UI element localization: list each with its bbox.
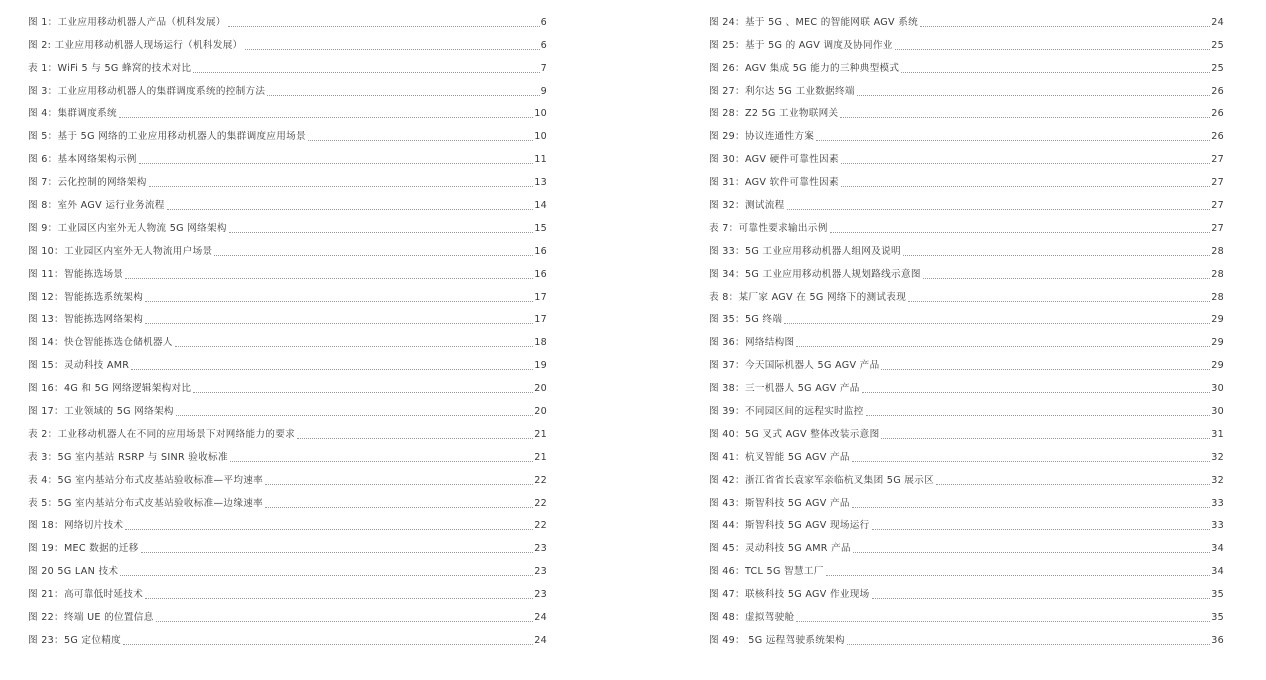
toc-entry[interactable] bbox=[28, 304, 547, 327]
toc-entry[interactable] bbox=[709, 143, 1224, 166]
toc-dot-leader bbox=[841, 186, 1210, 187]
toc-entry[interactable] bbox=[709, 52, 1224, 75]
toc-entry[interactable] bbox=[28, 532, 547, 555]
toc-dot-leader bbox=[826, 575, 1211, 576]
toc-dot-leader bbox=[787, 209, 1211, 210]
toc-entry[interactable] bbox=[709, 120, 1224, 143]
toc-entry-title: 图 22：终端 UE 的位置信息 bbox=[28, 612, 154, 624]
toc-entry-title: 图 15：灵动科技 AMR bbox=[28, 360, 130, 372]
toc-entry-page-number: 34 bbox=[1211, 543, 1224, 555]
toc-entry-page-number: 16 bbox=[534, 245, 547, 257]
toc-entry-title: 图 46：TCL 5G 智慧工厂 bbox=[709, 566, 824, 578]
toc-entry-page-number: 10 bbox=[534, 131, 547, 143]
toc-entry-title: 表 7：可靠性要求输出示例 bbox=[709, 222, 828, 234]
toc-entry[interactable] bbox=[709, 258, 1224, 281]
toc-dot-leader bbox=[796, 621, 1210, 622]
toc-entry-page-number: 10 bbox=[534, 108, 547, 120]
toc-entry[interactable] bbox=[28, 52, 547, 75]
toc-column-left bbox=[28, 6, 547, 647]
toc-entry-page-number: 7 bbox=[540, 62, 547, 74]
toc-entry[interactable] bbox=[709, 532, 1224, 555]
toc-entry[interactable] bbox=[28, 166, 547, 189]
toc-entry[interactable] bbox=[28, 578, 547, 601]
toc-entry[interactable] bbox=[709, 624, 1224, 647]
toc-entry[interactable] bbox=[28, 6, 547, 29]
toc-dot-leader bbox=[308, 140, 533, 141]
toc-entry-page-number: 35 bbox=[1211, 612, 1224, 624]
toc-entry[interactable] bbox=[709, 98, 1224, 121]
toc-entry[interactable] bbox=[709, 395, 1224, 418]
toc-dot-leader bbox=[796, 346, 1210, 347]
toc-entry-page-number: 26 bbox=[1211, 85, 1224, 97]
toc-dot-leader bbox=[141, 552, 533, 553]
toc-entry-title: 图 12：智能拣选系统架构 bbox=[28, 291, 144, 303]
toc-entry-title: 表 2：工业移动机器人在不同的应用场景下对网络能力的要求 bbox=[28, 428, 295, 440]
toc-entry-title: 图 10：工业园区内室外无人物流用户场景 bbox=[28, 245, 213, 257]
toc-entry[interactable] bbox=[709, 601, 1224, 624]
toc-entry-page-number: 32 bbox=[1211, 451, 1224, 463]
toc-entry-title: 图 9：工业园区内室外无人物流 5G 网络架构 bbox=[28, 222, 227, 234]
toc-dot-leader bbox=[784, 323, 1210, 324]
toc-entry[interactable] bbox=[28, 441, 547, 464]
toc-entry-title: 图 8：室外 AGV 运行业务流程 bbox=[28, 200, 165, 212]
toc-entry[interactable] bbox=[28, 555, 547, 578]
toc-entry-page-number: 31 bbox=[1211, 428, 1224, 440]
toc-dot-leader bbox=[228, 26, 540, 27]
toc-dot-leader bbox=[857, 95, 1210, 96]
toc-dot-leader bbox=[145, 323, 533, 324]
toc-dot-leader bbox=[847, 644, 1210, 645]
toc-dot-leader bbox=[156, 621, 534, 622]
toc-entry-title: 图 47：联核科技 5G AGV 作业现场 bbox=[709, 589, 870, 601]
toc-entry[interactable] bbox=[28, 143, 547, 166]
toc-entry-title: 图 18：网络切片技术 bbox=[28, 520, 124, 532]
toc-entry-page-number: 20 bbox=[534, 383, 547, 395]
toc-entry-title: 图 36：网络结构图 bbox=[709, 337, 795, 349]
toc-entry[interactable] bbox=[709, 304, 1224, 327]
toc-dot-leader bbox=[193, 392, 533, 393]
toc-dot-leader bbox=[936, 484, 1210, 485]
toc-dot-leader bbox=[881, 438, 1210, 439]
toc-entry[interactable] bbox=[709, 418, 1224, 441]
toc-dot-leader bbox=[245, 49, 540, 50]
toc-entry-page-number: 33 bbox=[1211, 497, 1224, 509]
toc-entry-title: 图 6：基本网络架构示例 bbox=[28, 154, 137, 166]
toc-entry[interactable] bbox=[28, 326, 547, 349]
toc-entry-title: 图 25：基于 5G 的 AGV 调度及协同作业 bbox=[709, 39, 893, 51]
toc-dot-leader bbox=[265, 484, 533, 485]
toc-entry-title: 图 32：测试流程 bbox=[709, 200, 785, 212]
toc-entry[interactable] bbox=[28, 487, 547, 510]
toc-entry-title: 图 48：虚拟驾驶舱 bbox=[709, 612, 795, 624]
toc-entry[interactable] bbox=[709, 6, 1224, 29]
toc-entry[interactable] bbox=[709, 281, 1224, 304]
toc-entry-page-number: 24 bbox=[1211, 16, 1224, 28]
toc-dot-leader bbox=[920, 26, 1210, 27]
toc-entry-title: 图 44：斯智科技 5G AGV 现场运行 bbox=[709, 520, 870, 532]
toc-entry-title: 表 1：WiFi 5 与 5G 蜂窝的技术对比 bbox=[28, 62, 192, 74]
toc-entry-page-number: 34 bbox=[1211, 566, 1224, 578]
toc-entry-title: 图 34：5G 工业应用移动机器人规划路线示意图 bbox=[709, 268, 921, 280]
toc-entry-page-number: 32 bbox=[1211, 474, 1224, 486]
toc-entry-page-number: 14 bbox=[534, 200, 547, 212]
toc-entry-page-number: 27 bbox=[1211, 177, 1224, 189]
toc-dot-leader bbox=[193, 72, 539, 73]
toc-entry[interactable] bbox=[709, 349, 1224, 372]
toc-entry-page-number: 22 bbox=[534, 520, 547, 532]
toc-entry[interactable] bbox=[709, 326, 1224, 349]
toc-entry[interactable] bbox=[28, 258, 547, 281]
toc-entry[interactable] bbox=[709, 189, 1224, 212]
toc-entry-page-number: 36 bbox=[1211, 634, 1224, 646]
toc-entry-title: 图 49： 5G 远程驾驶系统架构 bbox=[709, 634, 845, 646]
toc-entry[interactable] bbox=[28, 624, 547, 647]
toc-dot-leader bbox=[175, 346, 533, 347]
toc-dot-leader bbox=[872, 598, 1211, 599]
toc-entry[interactable] bbox=[28, 464, 547, 487]
toc-entry[interactable] bbox=[709, 372, 1224, 395]
toc-entry-page-number: 13 bbox=[534, 177, 547, 189]
toc-entry-title: 表 5：5G 室内基站分布式皮基站验收标准—边缘速率 bbox=[28, 497, 264, 509]
toc-entry-page-number: 26 bbox=[1211, 131, 1224, 143]
toc-entry-page-number: 16 bbox=[534, 268, 547, 280]
toc-dot-leader bbox=[872, 529, 1211, 530]
toc-entry-title: 表 8：某厂家 AGV 在 5G 网络下的测试表现 bbox=[709, 291, 907, 303]
toc-dot-leader bbox=[267, 95, 539, 96]
toc-entry-title: 图 26：AGV 集成 5G 能力的三种典型模式 bbox=[709, 62, 900, 74]
toc-dot-leader bbox=[125, 529, 533, 530]
toc-dot-leader bbox=[901, 72, 1210, 73]
toc-entry-page-number: 29 bbox=[1211, 337, 1224, 349]
toc-entry[interactable] bbox=[28, 372, 547, 395]
toc-entry-page-number: 21 bbox=[534, 428, 547, 440]
toc-dot-leader bbox=[841, 163, 1210, 164]
toc-dot-leader bbox=[830, 232, 1211, 233]
toc-entry[interactable] bbox=[709, 487, 1224, 510]
toc-entry-title: 图 13：智能拣选网络架构 bbox=[28, 314, 144, 326]
toc-entry-title: 图 11：智能拣选场景 bbox=[28, 268, 124, 280]
toc-entry-page-number: 22 bbox=[534, 497, 547, 509]
toc-entry[interactable] bbox=[709, 166, 1224, 189]
toc-entry[interactable] bbox=[28, 281, 547, 304]
toc-entry-title: 图 31：AGV 软件可靠性因素 bbox=[709, 177, 839, 189]
toc-entry-title: 图 42：浙江省省长袁家军亲临杭叉集团 5G 展示区 bbox=[709, 474, 934, 486]
toc-entry[interactable] bbox=[28, 29, 547, 52]
toc-entry-page-number: 30 bbox=[1211, 383, 1224, 395]
toc-entry-title: 图 24：基于 5G 、MEC 的智能网联 AGV 系统 bbox=[709, 16, 918, 28]
toc-entry-title: 图 7：云化控制的网络架构 bbox=[28, 177, 147, 189]
toc-entry-page-number: 28 bbox=[1211, 245, 1224, 257]
toc-entry-page-number: 35 bbox=[1211, 589, 1224, 601]
toc-entry-title: 图 17：工业领域的 5G 网络架构 bbox=[28, 406, 174, 418]
toc-entry-title: 图 27：利尔达 5G 工业数据终端 bbox=[709, 85, 855, 97]
toc-entry-title: 表 4：5G 室内基站分布式皮基站验收标准—平均速率 bbox=[28, 474, 264, 486]
toc-entry-title: 图 41：杭叉智能 5G AGV 产品 bbox=[709, 451, 850, 463]
toc-entry-title: 图 3：工业应用移动机器人的集群调度系统的控制方法 bbox=[28, 85, 266, 97]
toc-dot-leader bbox=[895, 49, 1210, 50]
toc-entry[interactable] bbox=[709, 555, 1224, 578]
toc-dot-leader bbox=[881, 369, 1210, 370]
toc-entry[interactable] bbox=[28, 601, 547, 624]
toc-entry-title: 图 45：灵动科技 5G AMR 产品 bbox=[709, 543, 851, 555]
toc-entry-title: 图 33：5G 工业应用移动机器人组网及说明 bbox=[709, 245, 901, 257]
toc-entry[interactable] bbox=[709, 212, 1224, 235]
toc-dot-leader bbox=[230, 461, 533, 462]
toc-dot-leader bbox=[139, 163, 533, 164]
toc-entry-title: 表 3：5G 室内基站 RSRP 与 SINR 验收标准 bbox=[28, 451, 228, 463]
toc-entry-page-number: 6 bbox=[540, 16, 547, 28]
toc-entry[interactable] bbox=[709, 75, 1224, 98]
toc-entry-page-number: 27 bbox=[1211, 222, 1224, 234]
toc-entry-page-number: 23 bbox=[534, 543, 547, 555]
toc-entry-title: 图 35：5G 终端 bbox=[709, 314, 783, 326]
toc-entry-page-number: 22 bbox=[534, 474, 547, 486]
toc-entry-title: 图 43：斯智科技 5G AGV 产品 bbox=[709, 497, 850, 509]
toc-entry-page-number: 20 bbox=[534, 406, 547, 418]
toc-entry-page-number: 24 bbox=[534, 634, 547, 646]
toc-column-right bbox=[709, 6, 1224, 647]
toc-entry-page-number: 17 bbox=[534, 291, 547, 303]
toc-entry-page-number: 25 bbox=[1211, 39, 1224, 51]
toc-entry[interactable] bbox=[28, 98, 547, 121]
toc-entry[interactable] bbox=[709, 510, 1224, 533]
toc-entry-title: 图 40：5G 叉式 AGV 整体改装示意图 bbox=[709, 428, 880, 440]
toc-entry[interactable] bbox=[28, 349, 547, 372]
toc-entry-page-number: 29 bbox=[1211, 314, 1224, 326]
toc-entry[interactable] bbox=[28, 510, 547, 533]
toc-entry-page-number: 28 bbox=[1211, 268, 1224, 280]
toc-entry-page-number: 25 bbox=[1211, 62, 1224, 74]
toc-entry-page-number: 17 bbox=[534, 314, 547, 326]
toc-entry-title: 图 16：4G 和 5G 网络逻辑架构对比 bbox=[28, 383, 192, 395]
toc-entry-title: 图 28：Z2 5G 工业物联网关 bbox=[709, 108, 839, 120]
toc-dot-leader bbox=[265, 507, 533, 508]
toc-entry-title: 图 23：5G 定位精度 bbox=[28, 634, 122, 646]
toc-dot-leader bbox=[908, 301, 1210, 302]
toc-entry-page-number: 19 bbox=[534, 360, 547, 372]
toc-entry-title: 图 39：不同园区间的远程实时监控 bbox=[709, 406, 864, 418]
toc-entry-page-number: 27 bbox=[1211, 154, 1224, 166]
toc-entry-title: 图 20 5G LAN 技术 bbox=[28, 566, 119, 578]
toc-entry-page-number: 21 bbox=[534, 451, 547, 463]
toc-dot-leader bbox=[866, 415, 1211, 416]
toc-dot-leader bbox=[176, 415, 533, 416]
toc-entry[interactable] bbox=[28, 212, 547, 235]
toc-dot-leader bbox=[903, 255, 1210, 256]
toc-entry[interactable] bbox=[28, 235, 547, 258]
toc-dot-leader bbox=[119, 117, 533, 118]
toc-dot-leader bbox=[297, 438, 533, 439]
toc-entry[interactable] bbox=[28, 120, 547, 143]
toc-entry-title: 图 4：集群调度系统 bbox=[28, 108, 117, 120]
toc-dot-leader bbox=[145, 301, 533, 302]
toc-entry-title: 图 21：高可靠低时延技术 bbox=[28, 589, 144, 601]
toc-entry-title: 图 38：三一机器人 5G AGV 产品 bbox=[709, 383, 860, 395]
toc-entry-page-number: 27 bbox=[1211, 200, 1224, 212]
toc-dot-leader bbox=[149, 186, 534, 187]
toc-dot-leader bbox=[145, 598, 533, 599]
toc-entry[interactable] bbox=[709, 235, 1224, 258]
toc-dot-leader bbox=[167, 209, 534, 210]
toc-entry-page-number: 6 bbox=[540, 39, 547, 51]
toc-dot-leader bbox=[123, 644, 533, 645]
toc-dot-leader bbox=[214, 255, 533, 256]
toc-entry-page-number: 30 bbox=[1211, 406, 1224, 418]
toc-entry-page-number: 15 bbox=[534, 222, 547, 234]
toc-dot-leader bbox=[840, 117, 1210, 118]
toc-dot-leader bbox=[862, 392, 1211, 393]
toc-entry-page-number: 18 bbox=[534, 337, 547, 349]
toc-entry-page-number: 29 bbox=[1211, 360, 1224, 372]
toc-dot-leader bbox=[853, 552, 1210, 553]
toc-entry-title: 图 1：工业应用移动机器人产品（机科发展） bbox=[28, 16, 226, 28]
toc-entry-page-number: 28 bbox=[1211, 291, 1224, 303]
toc-entry[interactable] bbox=[28, 418, 547, 441]
toc-entry[interactable] bbox=[709, 29, 1224, 52]
toc-dot-leader bbox=[120, 575, 533, 576]
toc-entry-title: 图 37：今天国际机器人 5G AGV 产品 bbox=[709, 360, 880, 372]
toc-dot-leader bbox=[131, 369, 533, 370]
toc-dot-leader bbox=[229, 232, 533, 233]
toc-entry[interactable] bbox=[709, 441, 1224, 464]
toc-entry[interactable] bbox=[28, 395, 547, 418]
toc-dot-leader bbox=[852, 507, 1210, 508]
toc-entry-title: 图 19：MEC 数据的迁移 bbox=[28, 543, 139, 555]
toc-entry-title: 图 30：AGV 硬件可靠性因素 bbox=[709, 154, 839, 166]
toc-entry[interactable] bbox=[28, 75, 547, 98]
toc-entry-title: 图 5：基于 5G 网络的工业应用移动机器人的集群调度应用场景 bbox=[28, 131, 306, 143]
toc-entry-page-number: 23 bbox=[534, 589, 547, 601]
toc-entry-title: 图 2: 工业应用移动机器人现场运行（机科发展） bbox=[28, 39, 243, 51]
toc-entry-page-number: 11 bbox=[534, 154, 547, 166]
toc-entry-page-number: 23 bbox=[534, 566, 547, 578]
toc-entry-page-number: 9 bbox=[540, 85, 547, 97]
toc-dot-leader bbox=[923, 278, 1210, 279]
toc-entry-title: 图 14：快仓智能拣选仓储机器人 bbox=[28, 337, 173, 349]
toc-dot-leader bbox=[816, 140, 1210, 141]
toc-entry-title: 图 29：协议连通性方案 bbox=[709, 131, 815, 143]
toc-entry-page-number: 33 bbox=[1211, 520, 1224, 532]
toc-entry[interactable] bbox=[709, 578, 1224, 601]
toc-entry[interactable] bbox=[28, 189, 547, 212]
toc-dot-leader bbox=[852, 461, 1210, 462]
toc-entry-page-number: 26 bbox=[1211, 108, 1224, 120]
toc-entry-page-number: 24 bbox=[534, 612, 547, 624]
toc-entry[interactable] bbox=[709, 464, 1224, 487]
toc-dot-leader bbox=[125, 278, 533, 279]
